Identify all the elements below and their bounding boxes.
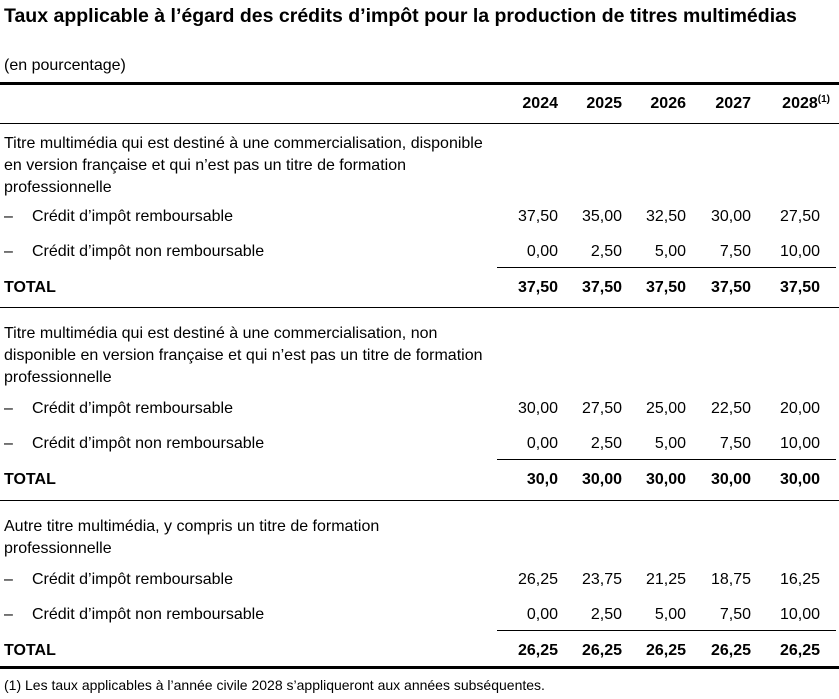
bottom-rule: [0, 666, 839, 669]
row-label: – Crédit d’impôt remboursable: [4, 208, 233, 225]
total-value: 30,0: [526, 471, 558, 488]
cell-value: 20,00: [779, 400, 820, 417]
cell-value: 5,00: [654, 243, 686, 260]
total-value: 30,00: [779, 471, 820, 488]
cell-value: 7,50: [719, 606, 751, 623]
cell-value: 35,00: [581, 208, 622, 225]
total-value: 30,00: [581, 471, 622, 488]
cell-value: 2,50: [590, 243, 622, 260]
cell-value: 2,50: [590, 435, 622, 452]
cell-value: 10,00: [779, 435, 820, 452]
total-label: TOTAL: [4, 279, 56, 296]
cell-value: 7,50: [719, 435, 751, 452]
cell-value: 30,00: [517, 400, 558, 417]
column-header-2028: 2028$^{(1)}$: [782, 94, 830, 112]
total-value: 26,25: [710, 642, 751, 659]
subtotal-rule: [497, 630, 836, 631]
total-value: 26,25: [779, 642, 820, 659]
cell-value: 5,00: [654, 606, 686, 623]
total-value: 26,25: [517, 642, 558, 659]
total-value: 37,50: [517, 279, 558, 296]
total-label: TOTAL: [4, 471, 56, 488]
top-rule: [0, 82, 839, 85]
subtotal-rule: [497, 267, 836, 268]
cell-value: 25,00: [645, 400, 686, 417]
total-value: 30,00: [645, 471, 686, 488]
total-value: 37,50: [779, 279, 820, 296]
section-rule: [0, 500, 839, 501]
section-heading: Titre multimédia qui est destiné à une commercialisation, non disponible en version française et qui n’est pas un titre de formation professionnelle: [4, 325, 483, 386]
column-header-2025: 2025: [586, 95, 622, 112]
cell-value: 22,50: [710, 400, 751, 417]
subtotal-rule: [497, 459, 836, 460]
cell-value: 18,75: [710, 571, 751, 588]
section-heading: Titre multimédia qui est destiné à une commercialisation, disponible en version française et qui n’est pas un titre de formation professionnelle: [4, 135, 483, 196]
row-label: – Crédit d’impôt remboursable: [4, 571, 233, 588]
row-label: – Crédit d’impôt non remboursable: [4, 435, 265, 452]
row-label: – Crédit d’impôt remboursable: [4, 400, 233, 417]
total-value: 30,00: [710, 471, 751, 488]
column-header-2024: 2024: [522, 95, 558, 112]
table-subtitle: (en pourcentage): [4, 57, 126, 74]
cell-value: 0,00: [526, 606, 558, 623]
cell-value: 37,50: [517, 208, 558, 225]
cell-value: 27,50: [779, 208, 820, 225]
cell-value: 32,50: [645, 208, 686, 225]
header-rule: [0, 123, 839, 124]
total-label: TOTAL: [4, 642, 56, 659]
column-header-2027: 2027: [715, 95, 751, 112]
total-value: 26,25: [581, 642, 622, 659]
cell-value: 0,00: [526, 243, 558, 260]
cell-value: 5,00: [654, 435, 686, 452]
cell-value: 2,50: [590, 606, 622, 623]
cell-value: 26,25: [517, 571, 558, 588]
section-heading: Autre titre multimédia, y compris un titre de formation professionnelle: [4, 518, 380, 557]
footnote: (1) Les taux applicables à l’année civile 2028 s’appliqueront aux années subséquentes.: [4, 677, 545, 693]
row-label: – Crédit d’impôt non remboursable: [4, 243, 265, 260]
cell-value: 0,00: [526, 435, 558, 452]
cell-value: 7,50: [719, 243, 751, 260]
table-title: Taux applicable à l’égard des crédits d’impôt pour la production de titres multimédias: [4, 5, 797, 27]
cell-value: 27,50: [581, 400, 622, 417]
cell-value: 10,00: [779, 606, 820, 623]
cell-value: 21,25: [645, 571, 686, 588]
footnote-marker: (1): [817, 94, 830, 105]
section-rule: [0, 307, 839, 308]
cell-value: 30,00: [710, 208, 751, 225]
cell-value: 23,75: [581, 571, 622, 588]
row-label: – Crédit d’impôt non remboursable: [4, 606, 265, 623]
cell-value: 16,25: [779, 571, 820, 588]
total-value: 37,50: [581, 279, 622, 296]
total-value: 37,50: [645, 279, 686, 296]
total-value: 37,50: [710, 279, 751, 296]
cell-value: 10,00: [779, 243, 820, 260]
column-header-2026: 2026: [650, 95, 686, 112]
total-value: 26,25: [645, 642, 686, 659]
